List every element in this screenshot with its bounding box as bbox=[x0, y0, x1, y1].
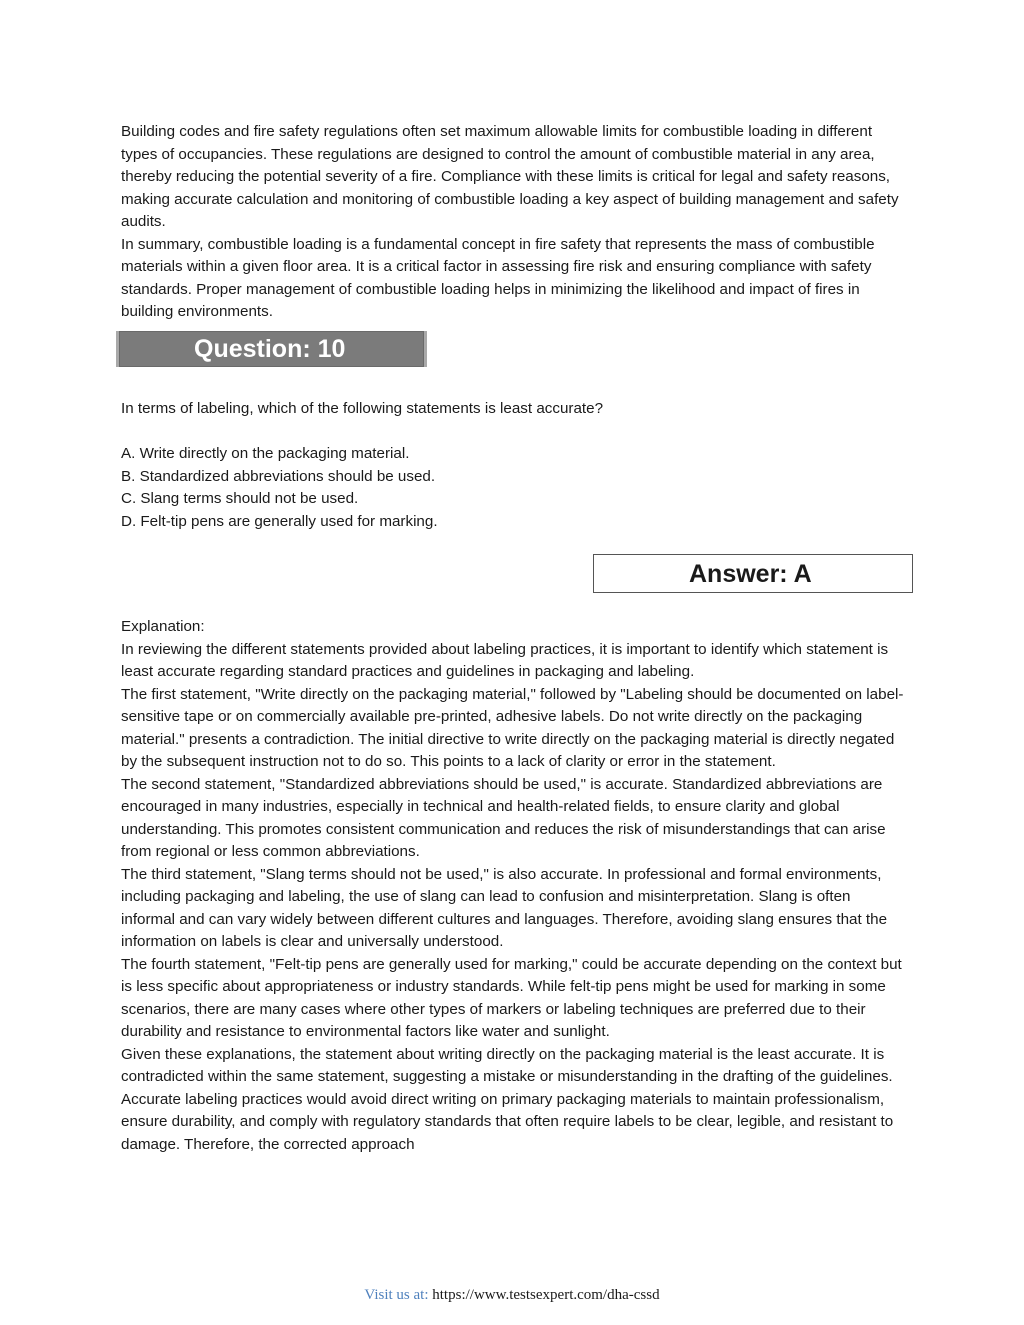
explanation-paragraph: The fourth statement, "Felt-tip pens are generally used for marking," could be accurate depending on the context but is less specific about appropriateness or industry standards. While felt-tip pens might be used for marking in some scenarios, there are many cases where other types of markers or labeling techniques are preferred due to their durability and resistance to environmental factors like water and sunlight. bbox=[121, 955, 902, 1040]
option-d: D. Felt-tip pens are generally used for marking. bbox=[121, 512, 438, 530]
explanation-paragraph: The second statement, "Standardized abbreviations should be used," is accurate. Standardized abbreviations are encouraged in many industries, especially in technical and health-related fields, to ensure clarity and global understanding. This promotes consistent communication and reduces the risk of misunderstandings that can arise from regional or less common abbreviations. bbox=[121, 775, 886, 860]
option-a: A. Write directly on the packaging material. bbox=[121, 445, 410, 462]
explanation-paragraph: The third statement, "Slang terms should not be used," is also accurate. In professional and formal environments, including packaging and labeling, the use of slang can lead to confusion and misinterpretation. Slang is often informal and can vary widely between different cultures and languages. Therefore, avoiding slang ensures that the information on labels is clear and universally understood. bbox=[121, 865, 888, 950]
footer-url-link[interactable]: https://www.testsexpert.com/dha-cssd bbox=[432, 1287, 660, 1303]
option-c: C. Slang terms should not be used. bbox=[121, 490, 359, 507]
question-heading-bar bbox=[116, 331, 427, 367]
question-block bbox=[121, 398, 905, 421]
option-b: B. Standardized abbreviations should be used. bbox=[121, 467, 436, 485]
intro-paragraph: Building codes and fire safety regulations often set maximum allowable limits for combustible loading in different types of occupancies. These regulations are designed to control the amount of combustible material in any area, thereby reducing the potential severity of a fire. Compliance with these limits is critical for legal and safety reasons, making accurate calculation and monitoring of combustible loading a key aspect of building management and safety audits. bbox=[121, 123, 899, 230]
answer-label: Answer: A bbox=[689, 560, 812, 588]
explanation-paragraph: The first statement, "Write directly on the packaging material," followed by "Labeling should be documented on label-sensitive tape or on commercially available pre-printed, adhesive labels. Do not write directly on the packaging material." presents a contradiction. The initial directive to write directly on the packaging material is directly negated by the subsequent instruction not to do so. This points to a lack of clarity or error in the statement. bbox=[121, 685, 904, 770]
page-footer bbox=[0, 1285, 1024, 1305]
explanation-heading: Explanation: bbox=[121, 618, 205, 635]
explanation-block bbox=[121, 616, 905, 1156]
answer-box bbox=[593, 554, 913, 593]
question-heading: Question: 10 bbox=[194, 335, 346, 363]
footer-label: Visit us at: bbox=[364, 1287, 429, 1303]
question-text: In terms of labeling, which of the following statements is least accurate? bbox=[121, 400, 604, 417]
explanation-paragraph: In reviewing the different statements provided about labeling practices, it is important to identify which statement is least accurate regarding standard practices and guidelines in packaging and labeling. bbox=[121, 640, 889, 680]
answer-options bbox=[121, 443, 905, 533]
intro-text bbox=[121, 121, 905, 324]
explanation-paragraph: Given these explanations, the statement about writing directly on the packaging material is the least accurate. It is contradicted within the same statement, suggesting a mistake or misunderstanding in the drafting of the guidelines. Accurate labeling practices would avoid direct writing on primary packaging materials to maintain professionalism, ensure durability, and comply with regulatory standards that often require labels to be clear, legible, and resistant to damage. Therefore, the corrected approach bbox=[121, 1045, 894, 1153]
intro-paragraph: In summary, combustible loading is a fundamental concept in fire safety that represents the mass of combustible materials within a given floor area. It is a critical factor in assessing fire risk and ensuring compliance with safety standards. Proper management of combustible loading helps in minimizing the likelihood and impact of fires in building environments. bbox=[121, 235, 875, 320]
